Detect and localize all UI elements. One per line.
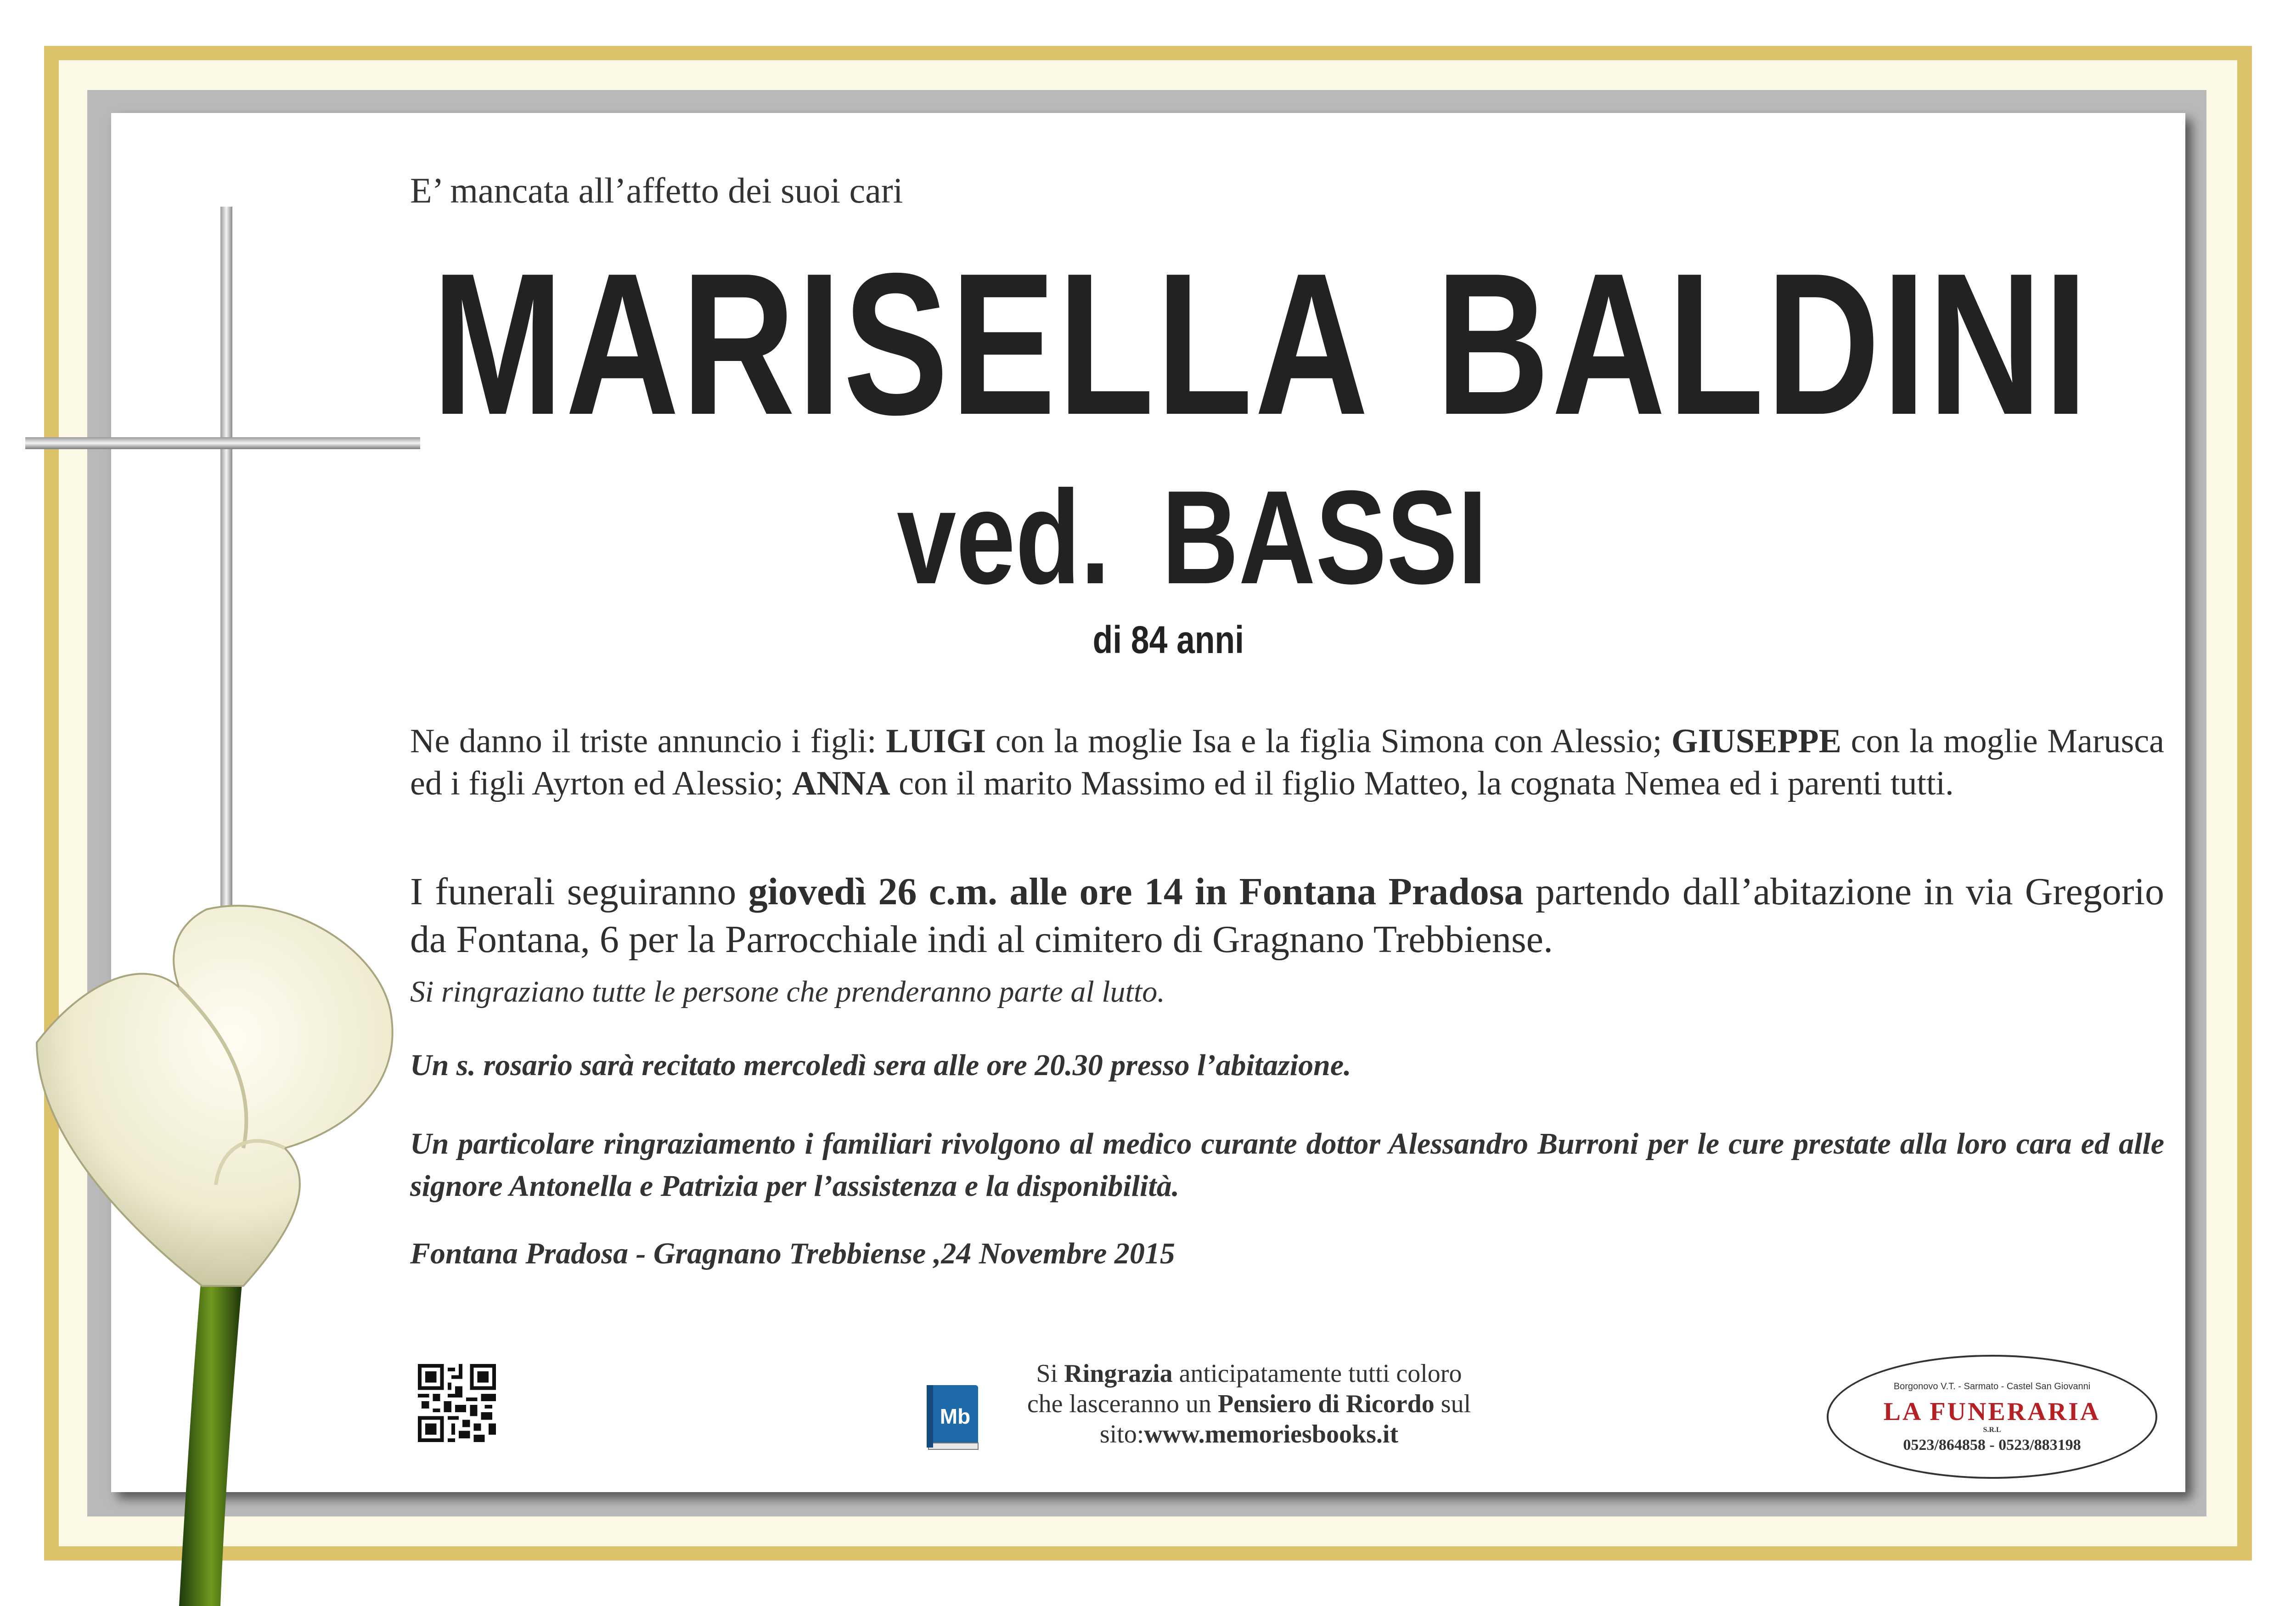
funeral-date-place: giovedì 26 c.m. alle ore 14 in Fontana Pradosa xyxy=(748,870,1524,913)
funeraria-suffix: S.R.L xyxy=(1983,1426,2001,1434)
announcement-paragraph: Ne danno il triste annuncio i figli: LUIGI con la moglie Isa e la figlia Simona con Alessio; GIUSEPPE con la moglie Marusca ed i figli Ayrton ed Alessio; ANNA con il marito Massimo ed il figlio Matteo, la cognata Nemea ed i parenti tutti. xyxy=(410,722,2165,802)
place-date-line: Fontana Pradosa - Gragnano Trebbiense ,24 Novembre 2015 xyxy=(410,1237,1175,1270)
special-thanks-paragraph: Un particolare ringraziamento i familiari rivolgono al medico curante dottor Alessandro Burroni per le cure prestate alla loro cara ed alle signore Antonella e Patrizia per l’assistenza e la disponibilità. xyxy=(410,1127,2164,1203)
child-name-anna: ANNA xyxy=(792,765,890,802)
memoriesbooks-thanks: Si Ringrazia anticipatamente tutti coloro che lasceranno un Pensiero di Ricordo sul sito:www.memoriesbooks.it xyxy=(1027,1359,1471,1448)
child-name-giuseppe: GIUSEPPE xyxy=(1671,722,1841,760)
funeral-paragraph: I funerali seguiranno giovedì 26 c.m. alle ore 14 in Fontana Pradosa partendo dall’abitazione in via Gregorio da Fontana, 6 per la Parrocchiale indi al cimitero di Gragnano Trebbiense. xyxy=(410,870,2164,961)
mb-icon-label: Mb xyxy=(940,1404,971,1428)
qr-code-icon[interactable] xyxy=(418,1364,496,1442)
funeraria-locations: Borgonovo V.T. - Sarmato - Castel San Giovanni xyxy=(1893,1381,2091,1392)
memoriesbooks-link[interactable]: www.memoriesbooks.it xyxy=(1144,1420,1399,1448)
intro-line: E’ mancata all’affetto dei suoi cari xyxy=(410,170,903,210)
calla-lily-image xyxy=(28,891,441,1606)
age-line: di 84 anni xyxy=(1092,618,1244,661)
thanks-all-line: Si ringraziano tutte le persone che prenderanno parte al lutto. xyxy=(410,975,1165,1009)
funeraria-name: LA FUNERARIA xyxy=(1883,1398,2101,1426)
funeraria-phones: 0523/864858 - 0523/883198 xyxy=(1903,1437,2081,1454)
rosary-line: Un s. rosario sarà recitato mercoledì sera alle ore 20.30 presso l’abitazione. xyxy=(410,1048,1351,1082)
funeraria-logo xyxy=(1827,1355,2157,1479)
memoriesbooks-book-icon[interactable] xyxy=(924,1383,982,1452)
child-name-luigi: LUIGI xyxy=(886,722,986,760)
married-name: ved. BASSI xyxy=(897,463,1487,612)
deceased-name: MARISELLA BALDINI xyxy=(432,231,2090,457)
